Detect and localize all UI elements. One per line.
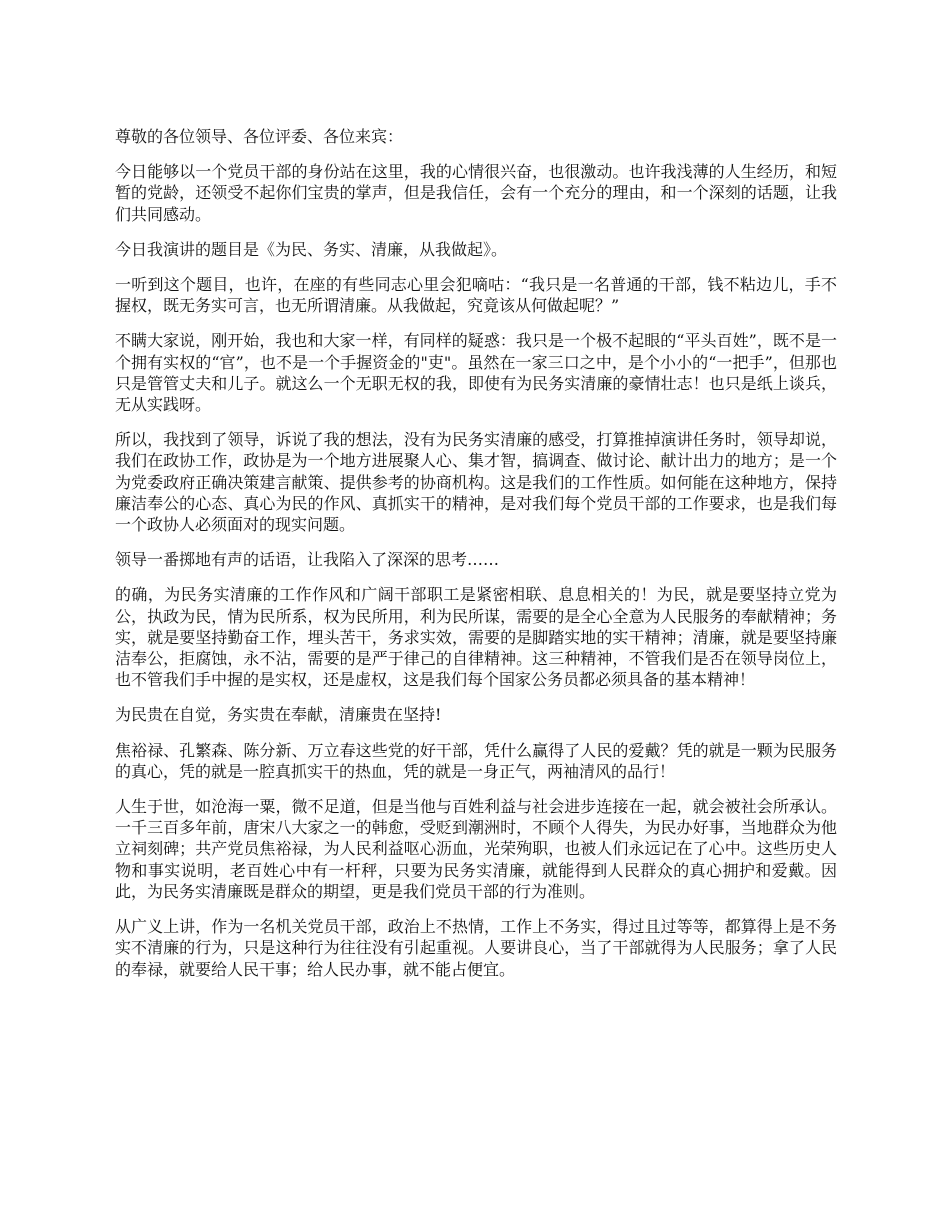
- document-body: [115, 126, 837, 994]
- paragraph: 的确，为民务实清廉的工作作风和广阔干部职工是紧密相联、息息相关的！为民，就是要坚持立党为公，执政为民，情为民所系，权为民所用，利为民所谋，需要的是全心全意为人民服务的奉献精神；务实，就是要坚持勤奋工作，埋头苦干，务求实效，需要的是脚踏实地的实干精神；清廉，就是要坚持廉洁奉公，拒腐蚀，永不沾，需要的是严于律己的自律精神。这三种精神，不管我们是否在领导岗位上，也不管我们手中握的是实权，还是虚权，这是我们每个国家公务员都必须具备的基本精神！: [115, 585, 837, 690]
- paragraph: 焦裕禄、孔繁森、陈分新、万立春这些党的好干部，凭什么赢得了人民的爱戴？凭的就是一颗为民服务的真心，凭的就是一腔真抓实干的热血，凭的就是一身正气，两袖清风的品行！: [115, 740, 837, 781]
- paragraph: 从广义上讲，作为一名机关党员干部，政治上不热情，工作上不务实，得过且过等等，都算得上是不务实不清廉的行为，只是这种行为往往没有引起重视。人要讲良心，当了干部就得为人民服务；拿了人民的奉禄，就要给人民干事；给人民办事，就不能占便宜。: [115, 917, 837, 979]
- paragraph: 人生于世，如沧海一粟，微不足道，但是当他与百姓利益与社会进步连接在一起，就会被社会所承认。一千三百多年前，唐宋八大家之一的韩愈，受贬到潮洲时，不顾个人得失，为民办好事，当地群众为他立祠刻碑；共产党员焦裕禄，为人民利益呕心沥血，光荣殉职，也被人们永远记在了心中。这些历史人物和事实说明，老百姓心中有一杆秤，只要为民务实清廉，就能得到人民群众的真心拥护和爱戴。因此，为民务实清廉既是群众的期望，更是我们党员干部的行为准则。: [115, 797, 837, 901]
- salutation: 尊敬的各位领导、各位评委、各位来宾：: [115, 127, 404, 146]
- paragraph: 一听到这个题目，也许，在座的有些同志心里会犯嘀咕：“我只是一名普通的干部，钱不粘边儿，手不握权，既无务实可言，也无所谓清廉。从我做起，究竟该从何做起呢？”: [115, 275, 837, 316]
- paragraph: 领导一番掷地有声的话语，让我陷入了深深的思考……: [115, 550, 500, 570]
- paragraph: 所以，我找到了领导，诉说了我的想法，没有为民务实清廉的感受，打算推掉演讲任务时，领导却说，我们在政协工作，政协是为一个地方进展聚人心、集才智，搞调查、做讨论、献计出力的地方；是一个为党委政府正确决策建言献策、提供参考的协商机构。这是我们的工作性质。如何能在这种地方，保持廉洁奉公的心态、真心为民的作风、真抓实干的精神，是对我们每个党员干部的工作要求，也是我们每一个政协人必须面对的现实问题。: [115, 430, 837, 535]
- paragraph: 为民贵在自觉，务实贵在奉献，清廉贵在坚持!: [115, 705, 442, 725]
- paragraph: 今日能够以一个党员干部的身份站在这里，我的心情很兴奋，也很激动。也许我浅薄的人生经历，和短暂的党龄，还领受不起你们宝贵的掌声，但是我信任，会有一个充分的理由，和一个深刻的话题，让我们共同感动。: [115, 162, 837, 224]
- paragraph: 不瞒大家说，刚开始，我也和大家一样，有同样的疑惑：我只是一个极不起眼的“平头百姓”，既不是一个拥有实权的“官”，也不是一个手握资金的"吏"。虽然在一家三口之中，是个小小的“一把手”，但那也只是管管丈夫和儿子。就这么一个无职无权的我，即使有为民务实清廉的豪情壮志！也只是纸上谈兵，无从实践呀。: [115, 331, 837, 415]
- speech-title-paragraph: 今日我演讲的题目是《为民、务实、清廉，从我做起》。: [115, 239, 508, 259]
